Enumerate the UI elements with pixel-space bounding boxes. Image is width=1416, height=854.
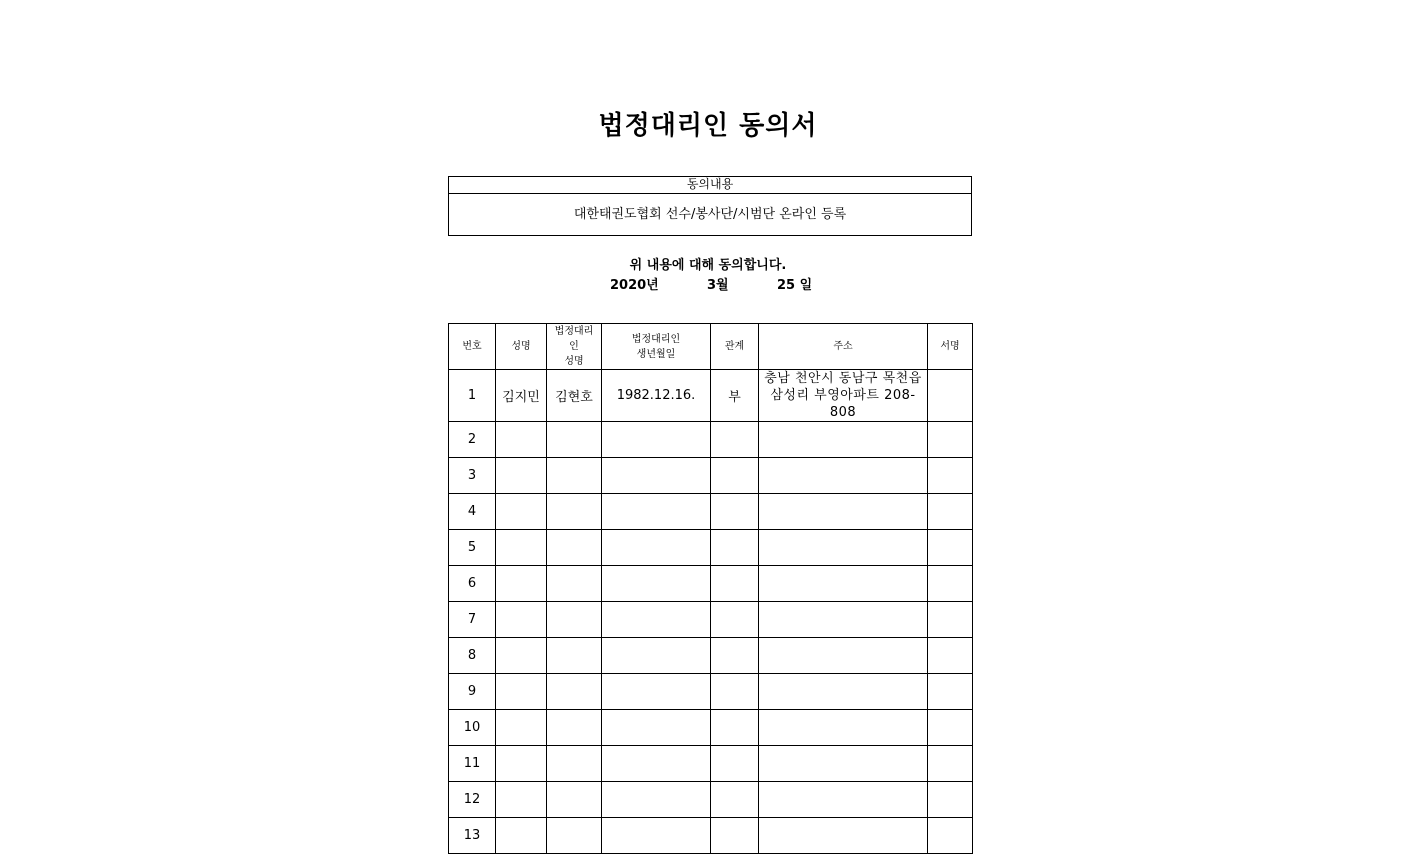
cell-rep-name xyxy=(547,638,602,674)
cell-rep-name xyxy=(547,458,602,494)
cell-rep-birth xyxy=(602,530,711,566)
header-text-line: 법정대리 xyxy=(554,326,594,337)
cell-signature xyxy=(928,602,973,638)
consent-header: 동의내용 xyxy=(449,177,971,194)
table-header-row xyxy=(449,324,973,370)
date-month: 3월 xyxy=(707,278,729,293)
cell-rep-birth xyxy=(602,638,711,674)
cell-signature xyxy=(928,494,973,530)
header-text-line: 관계 xyxy=(724,341,745,352)
table-row xyxy=(449,602,973,638)
cell-no: 10 xyxy=(449,710,496,746)
consent-box xyxy=(448,176,972,236)
cell-no: 8 xyxy=(449,638,496,674)
cell-signature xyxy=(928,422,973,458)
cell-rep-name xyxy=(547,818,602,854)
document-title: 법정대리인 동의서 xyxy=(598,111,818,141)
table-row xyxy=(449,458,973,494)
header-text-line: 성명 xyxy=(564,356,584,367)
cell-rep-name xyxy=(547,494,602,530)
cell-relation xyxy=(711,746,759,782)
cell-signature xyxy=(928,638,973,674)
cell-address xyxy=(759,422,928,458)
cell-name xyxy=(496,602,547,638)
cell-rep-birth xyxy=(602,494,711,530)
header-rep-birth xyxy=(602,324,711,370)
cell-no: 5 xyxy=(449,530,496,566)
cell-no: 12 xyxy=(449,782,496,818)
cell-signature xyxy=(928,566,973,602)
table-row xyxy=(449,710,973,746)
cell-relation xyxy=(711,710,759,746)
table-row xyxy=(449,422,973,458)
date-day: 25 일 xyxy=(777,278,813,293)
table-row xyxy=(449,370,973,422)
cell-signature xyxy=(928,458,973,494)
cell-no: 13 xyxy=(449,818,496,854)
cell-name xyxy=(496,530,547,566)
header-text-line: 주소 xyxy=(833,341,853,352)
cell-address xyxy=(759,746,928,782)
cell-signature xyxy=(928,530,973,566)
cell-rep-name xyxy=(547,710,602,746)
cell-signature xyxy=(928,710,973,746)
cell-name xyxy=(496,710,547,746)
header-text-line: 생년월일 xyxy=(636,348,676,360)
cell-no: 6 xyxy=(449,566,496,602)
header-text-line: 서명 xyxy=(940,341,960,352)
cell-address xyxy=(759,458,928,494)
cell-rep-birth xyxy=(602,602,711,638)
cell-name xyxy=(496,494,547,530)
cell-relation xyxy=(711,422,759,458)
cell-rep-birth xyxy=(602,458,711,494)
header-name xyxy=(496,324,547,370)
cell-relation xyxy=(711,494,759,530)
cell-name xyxy=(496,638,547,674)
cell-rep-name xyxy=(547,674,602,710)
cell-relation xyxy=(711,530,759,566)
cell-name: 김지민 xyxy=(496,370,547,422)
cell-signature xyxy=(928,782,973,818)
table-row xyxy=(449,818,973,854)
cell-rep-name xyxy=(547,566,602,602)
cell-rep-name xyxy=(547,746,602,782)
header-relation xyxy=(711,324,759,370)
guardian-roster-table xyxy=(448,323,973,854)
date-year: 2020년 xyxy=(610,278,659,293)
cell-address xyxy=(759,638,928,674)
header-text-line: 성명 xyxy=(511,341,531,352)
cell-address xyxy=(759,710,928,746)
cell-rep-birth xyxy=(602,674,711,710)
cell-no: 1 xyxy=(449,370,496,422)
cell-rep-birth xyxy=(602,782,711,818)
cell-no: 7 xyxy=(449,602,496,638)
cell-rep-name: 김현호 xyxy=(547,370,602,422)
cell-address xyxy=(759,674,928,710)
cell-relation xyxy=(711,602,759,638)
cell-relation xyxy=(711,818,759,854)
cell-name xyxy=(496,422,547,458)
cell-signature xyxy=(928,746,973,782)
cell-name xyxy=(496,566,547,602)
cell-relation xyxy=(711,638,759,674)
agree-statement: 위 내용에 대해 동의합니다. xyxy=(629,258,787,273)
cell-rep-birth: 1982.12.16. xyxy=(602,370,711,422)
header-no xyxy=(449,324,496,370)
cell-no: 4 xyxy=(449,494,496,530)
cell-address xyxy=(759,530,928,566)
table-row xyxy=(449,782,973,818)
cell-rep-birth xyxy=(602,710,711,746)
cell-address xyxy=(759,782,928,818)
table-row xyxy=(449,638,973,674)
cell-address xyxy=(759,494,928,530)
cell-signature xyxy=(928,818,973,854)
date-line xyxy=(0,277,1416,295)
cell-name xyxy=(496,746,547,782)
cell-relation xyxy=(711,566,759,602)
cell-name xyxy=(496,674,547,710)
cell-rep-name xyxy=(547,602,602,638)
cell-address xyxy=(759,566,928,602)
cell-name xyxy=(496,458,547,494)
header-rep-name xyxy=(547,324,602,370)
cell-rep-birth xyxy=(602,422,711,458)
cell-no: 2 xyxy=(449,422,496,458)
cell-rep-birth xyxy=(602,818,711,854)
cell-name xyxy=(496,782,547,818)
cell-no: 9 xyxy=(449,674,496,710)
cell-relation xyxy=(711,674,759,710)
cell-relation xyxy=(711,458,759,494)
cell-rep-birth xyxy=(602,566,711,602)
table-row xyxy=(449,530,973,566)
table-body xyxy=(449,370,973,854)
cell-no: 11 xyxy=(449,746,496,782)
cell-relation: 부 xyxy=(711,370,759,422)
header-text-line: 번호 xyxy=(462,341,482,352)
cell-name xyxy=(496,818,547,854)
table-row xyxy=(449,674,973,710)
table-row xyxy=(449,494,973,530)
cell-rep-birth xyxy=(602,746,711,782)
table-row xyxy=(449,566,973,602)
cell-relation xyxy=(711,782,759,818)
cell-rep-name xyxy=(547,422,602,458)
cell-rep-name xyxy=(547,782,602,818)
cell-address xyxy=(759,602,928,638)
cell-rep-name xyxy=(547,530,602,566)
table-row xyxy=(449,746,973,782)
cell-signature xyxy=(928,674,973,710)
cell-signature xyxy=(928,370,973,422)
cell-no: 3 xyxy=(449,458,496,494)
header-address xyxy=(759,324,928,370)
header-signature xyxy=(928,324,973,370)
consent-body: 대한태권도협회 선수/봉사단/시범단 온라인 등록 xyxy=(573,207,847,222)
header-text-line: 인 xyxy=(569,341,579,352)
cell-address: 충남 천안시 동남구 목천읍 삼성리 부영아파트 208-808 xyxy=(759,370,928,422)
header-text-line: 법정대리인 xyxy=(631,333,681,345)
cell-address xyxy=(759,818,928,854)
